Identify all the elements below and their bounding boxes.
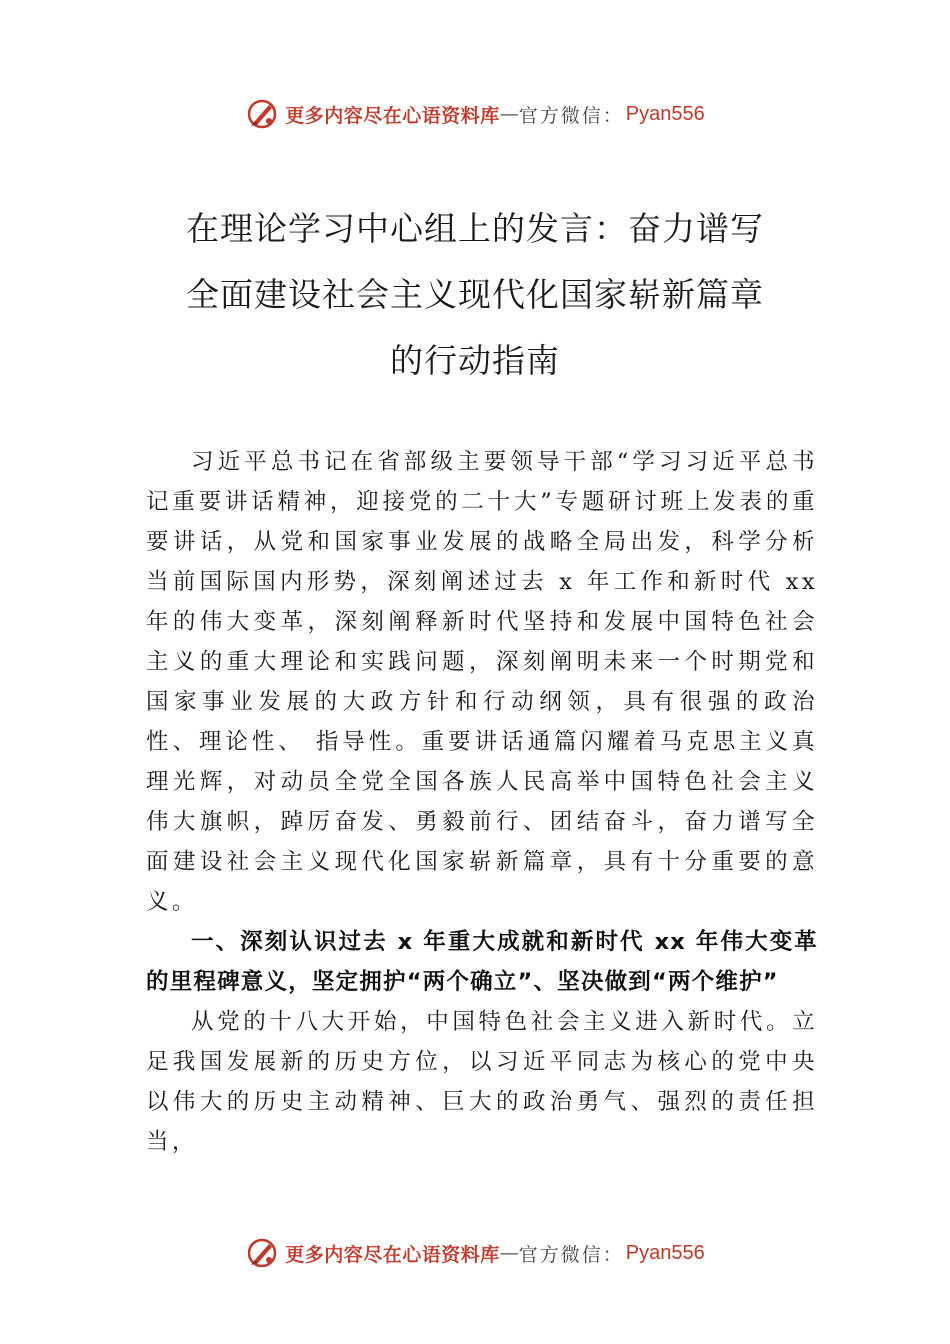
footer-banner	[0, 1233, 950, 1273]
banner-wechat-label: 官方微信：	[518, 104, 624, 127]
section-heading-1: 一、深刻认识过去 x 年重大成就和新时代 xx 年伟大变革的里程碑意义，坚定拥护“两个确立”、坚决做到“两个维护”	[146, 929, 818, 995]
title-line-3: 的行动指南	[390, 341, 560, 380]
footer-brand-text: 更多内容尽在心语资料库	[285, 1243, 500, 1266]
banner-dash: —	[499, 103, 519, 125]
document-title	[100, 196, 850, 394]
footer-wechat-id: Pyan556	[625, 1241, 705, 1264]
document-body	[146, 442, 818, 1162]
title-line-1: 在理论学习中心组上的发言：奋力谱写	[186, 209, 764, 248]
pen-nib-logo-icon	[245, 1236, 279, 1270]
pen-nib-logo-icon	[245, 97, 279, 131]
header-banner	[0, 94, 950, 134]
section-1-paragraph: 从党的十八大开始，中国特色社会主义进入新时代。立足我国发展新的历史方位，以习近平同志为核心的党中央以伟大的历史主动精神、巨大的政治勇气、强烈的责任担当，	[146, 1009, 818, 1155]
title-line-2: 全面建设社会主义现代化国家崭新篇章	[186, 275, 764, 314]
banner-wechat-id: Pyan556	[625, 102, 705, 125]
footer-dash: —	[499, 1242, 519, 1264]
banner-brand-text: 更多内容尽在心语资料库	[285, 104, 500, 127]
intro-paragraph: 习近平总书记在省部级主要领导干部“学习习近平总书记重要讲话精神，迎接党的二十大”专题研讨班上发表的重要讲话，从党和国家事业发展的战略全局出发，科学分析当前国际国内形势，深刻阐述过去 x 年工作和新时代 xx 年的伟大变革，深刻阐释新时代坚持和发展中国特色社会主义的重大理论和实践问题，深刻阐明未来一个时期党和国家事业发展的大政方针和行动纲领，具有很强的政治性、理论性、 指导性。重要讲话通篇闪耀着马克思主义真理光辉，对动员全党全国各族人民高举中国特色社会主义伟大旗帜，踔厉奋发、勇毅前行、团结奋斗，奋力谱写全面建设社会主义现代化国家崭新篇章，具有十分重要的意义。	[146, 449, 818, 915]
footer-wechat-label: 官方微信：	[518, 1243, 624, 1266]
